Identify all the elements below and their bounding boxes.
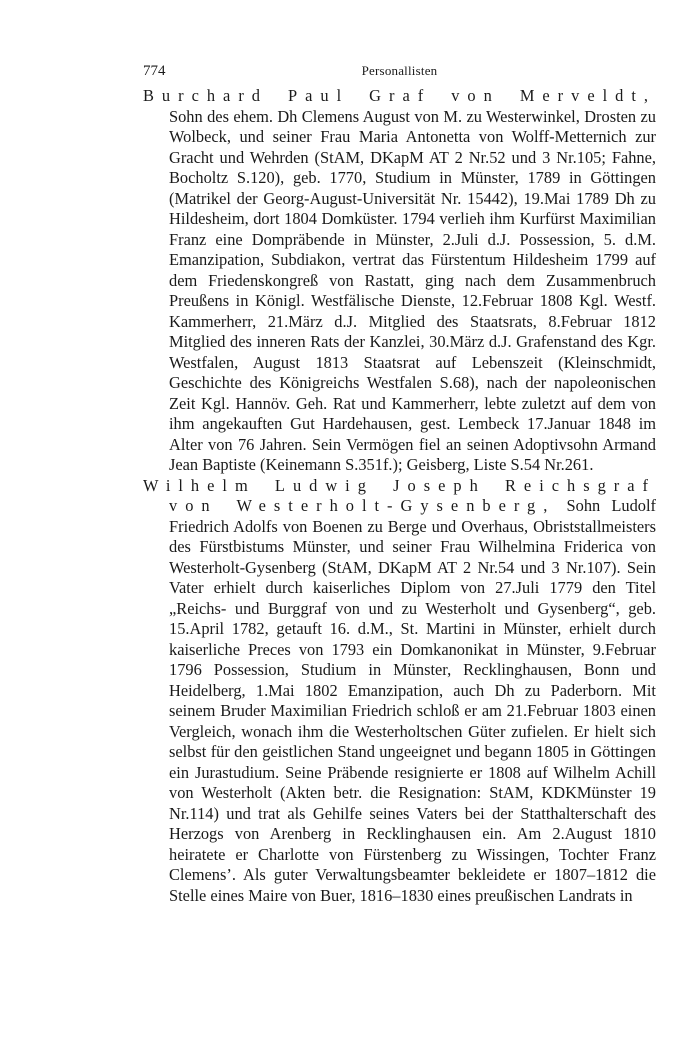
entry-list	[143, 86, 656, 906]
page-header	[143, 62, 656, 86]
page-number: 774	[143, 63, 166, 79]
entry-text: Sohn Ludolf Friedrich Adolfs von Boenen zu Berge und Overhaus, Obriststallmeisters des Fürstbistums Münster, und seiner Frau Wilhelmina Friderica von Westerholt-Gysenberg (StAM, DKapM AT 2 Nr.54 und 3 Nr.107). Sein Vater erhielt durch kaiserliches Diplom von 27.Juli 1779 den Titel „Reichs- und Burggraf von und zu Westerholt und Gysenberg“, geb. 15.April 1782, getauft 16. d.M., St. Martini in Münster, erhielt durch kaiserliche Preces von 1793 ein Domkanonikat in Münster, 9.Februar 1796 Possession, Studium in Münster, Recklinghausen, Bonn und Heidelberg, 1.Mai 1802 Emanzipation, auch Dh zu Paderborn. Mit seinem Bruder Maximilian Friedrich schloß er am 21.Februar 1803 einen Vergleich, wonach ihm die Westerholtschen Güter zufielen. Er hielt sich selbst für den geistlichen Stand ungeeignet und begann 1805 in Göttingen ein Jurastudium. Seine Präbende resignierte er 1808 auf Wilhelm Achill von Westerholt (Akten betr. die Resignation: StAM, KDKMünster 19 Nr.114) und trat als Gehilfe seines Vaters bei der Statthalterschaft des Herzogs von Arenberg in Recklinghausen ein. Am 2.August 1810 heiratete er Charlotte von Fürstenberg zu Wissingen, Tochter Franz Clemens’. Als guter Verwaltungsbeamter bekleidete er 1807–1812 die Stelle eines Maire von Buer, 1816–1830 eines preußischen Landrats in	[169, 496, 656, 905]
running-head: Personallisten	[361, 63, 438, 78]
biography-entry	[143, 476, 656, 907]
biography-entry	[143, 86, 656, 476]
entry-text: Sohn des ehem. Dh Clemens August von M. zu Westerwinkel, Drosten zu Wolbeck, und seiner Frau Maria Antonetta von Wolff-Metternich zur Gracht und Wehrden (StAM, DKapM AT 2 Nr.52 und 3 Nr.105; Fahne, Bocholtz S.120), geb. 1770, Studium in Münster, 1789 in Göttingen (Matrikel der Georg-August-Universität Nr. 15442), 19.Mai 1789 Dh zu Hildesheim, dort 1804 Domküster. 1794 verlieh ihm Kurfürst Maximilian Franz eine Dompräbende in Münster, 2.Juli d.J. Possession, 5. d.M. Emanzipation, Subdiakon, vertrat das Fürstentum Hildesheim 1799 auf dem Friedenskongreß von Rastatt, ging nach dem Zusammenbruch Preußens in Königl. Westfälische Dienste, 12.Februar 1808 Kgl. Westf. Kammerherr, 21.März d.J. Mitglied des Staatsrats, 8.Februar 1812 Mitglied des inneren Rats der Kanzlei, 30.März d.J. Grafenstand des Kgr. Westfalen, August 1813 Staatsrat auf Lebenszeit (Kleinschmidt, Geschichte des Königreichs Westfalen S.68), nach der napoleonischen Zeit Kgl. Hannöv. Geh. Rat und Kammerherr, lebte zuletzt auf dem von ihm angekauften Gut Hardehausen, gest. Lembeck 17.Januar 1848 im Alter von 76 Jahren. Sein Vermögen fiel an seinen Adoptivsohn Armand Jean Baptiste (Keinemann S.351f.); Geisberg, Liste S.54 Nr.261.	[169, 106, 656, 474]
entry-name: Wilhelm Ludwig Joseph Reichsgraf von Westerholt-Gysenberg,	[143, 475, 656, 515]
entry-name: Burchard Paul Graf von Merveldt,	[143, 86, 656, 105]
